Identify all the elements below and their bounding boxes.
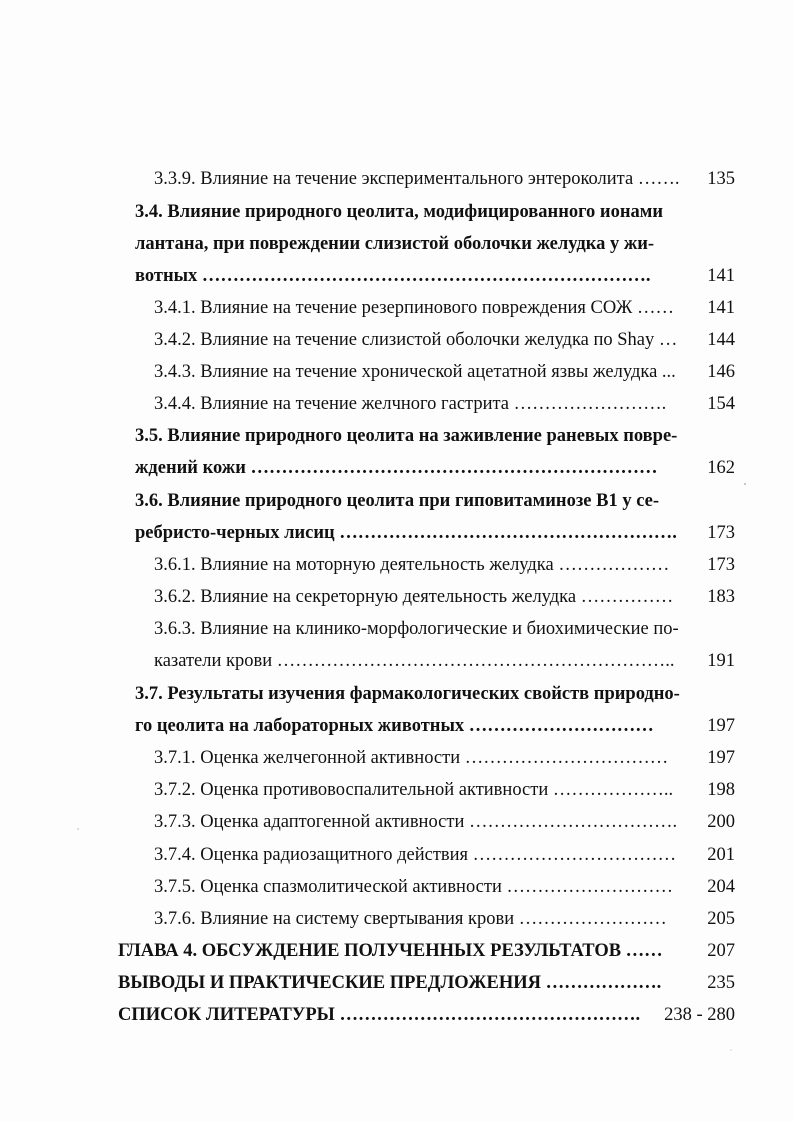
- toc-entry: 3.4. Влияние природного цеолита, модифицированного ионами: [135, 202, 663, 222]
- toc-entry: вотных ……………………………………………………………….: [135, 266, 651, 286]
- toc-entry: ребристо-черных лисиц ……………………………………………….: [135, 523, 677, 543]
- toc-page-number: 207: [707, 941, 735, 961]
- toc-page-number: 235: [707, 973, 735, 993]
- toc-page-number: 173: [707, 523, 735, 543]
- toc-entry: 3.4.3. Влияние на течение хронической ацетатной язвы желудка ...: [154, 362, 676, 382]
- toc-entry: казатели крови ………………………………………………………..: [154, 651, 675, 671]
- toc-entry: 3.7.1. Оценка желчегонной активности ……………………………: [154, 748, 669, 768]
- toc-entry: 3.4.1. Влияние на течение резерпинового повреждения СОЖ ……: [154, 298, 674, 318]
- toc-page-number: 154: [707, 394, 735, 414]
- toc-page-number: 200: [707, 812, 735, 832]
- toc-page-number: 135: [707, 169, 735, 189]
- toc-page-number: 197: [707, 716, 735, 736]
- toc-entry: 3.6.1. Влияние на моторную деятельность желудка ………………: [154, 555, 670, 575]
- toc-entry: лантана, при повреждении слизистой оболочки желудка у жи-: [135, 234, 655, 254]
- toc-entry: 3.5. Влияние природного цеолита на заживление раневых повре-: [135, 426, 678, 446]
- toc-page-number: 191: [707, 651, 735, 671]
- toc-entry: 3.4.4. Влияние на течение желчного гастрита …………………….: [154, 394, 667, 414]
- toc-chapter-entry: СПИСОК ЛИТЕРАТУРЫ ………………………………………….: [118, 1005, 641, 1025]
- toc-page-number: 201: [707, 845, 735, 865]
- toc-page-number: 183: [707, 587, 735, 607]
- toc-page-number: 141: [707, 266, 735, 286]
- toc-page-number: 198: [707, 780, 735, 800]
- toc-page-number: 146: [707, 362, 735, 382]
- toc-entry: 3.3.9. Влияние на течение экспериментального энтероколита …….: [154, 169, 680, 189]
- toc-entry: 3.6. Влияние природного цеолита при гиповитаминозе В1 у се-: [135, 491, 660, 511]
- toc-entry: 3.4.2. Влияние на течение слизистой оболочки желудка по Shay …: [154, 330, 678, 350]
- toc-entry: ждений кожи …………………………………………………………: [135, 458, 658, 478]
- toc-page-number: 197: [707, 748, 735, 768]
- toc-entry: 3.7.5. Оценка спазмолитической активности ………………………: [154, 877, 673, 897]
- toc-page-number: 205: [707, 909, 735, 929]
- toc-page-number: 173: [707, 555, 735, 575]
- toc-entry: 3.7.2. Оценка противовоспалительной активности ………………..: [154, 780, 674, 800]
- toc-chapter-entry: ГЛАВА 4. ОБСУЖДЕНИЕ ПОЛУЧЕННЫХ РЕЗУЛЬТАТОВ ……: [118, 941, 663, 961]
- toc-page-number: 162: [707, 458, 735, 478]
- toc-entry: 3.7.3. Оценка адаптогенной активности …………………………….: [154, 812, 678, 832]
- toc-chapter-entry: ВЫВОДЫ И ПРАКТИЧЕСКИЕ ПРЕДЛОЖЕНИЯ ……………….: [118, 973, 662, 993]
- toc-entry: 3.6.3. Влияние на клинико-морфологические и биохимические по-: [154, 619, 679, 639]
- toc-page-number: 144: [707, 330, 735, 350]
- toc-entry: 3.7. Результаты изучения фармакологических свойств природно-: [135, 684, 680, 704]
- toc-page-number: 238 - 280: [664, 1005, 735, 1025]
- toc-entry: 3.6.2. Влияние на секреторную деятельность желудка ……………: [154, 587, 674, 607]
- toc-entry: го цеолита на лабораторных животных …………………………: [135, 716, 654, 736]
- toc-entry: 3.7.4. Оценка радиозащитного действия ……………………………: [154, 845, 677, 865]
- toc-page-number: 204: [707, 877, 735, 897]
- toc-page-number: 141: [707, 298, 735, 318]
- toc-entry: 3.7.6. Влияние на систему свертывания крови ……………………: [154, 909, 667, 929]
